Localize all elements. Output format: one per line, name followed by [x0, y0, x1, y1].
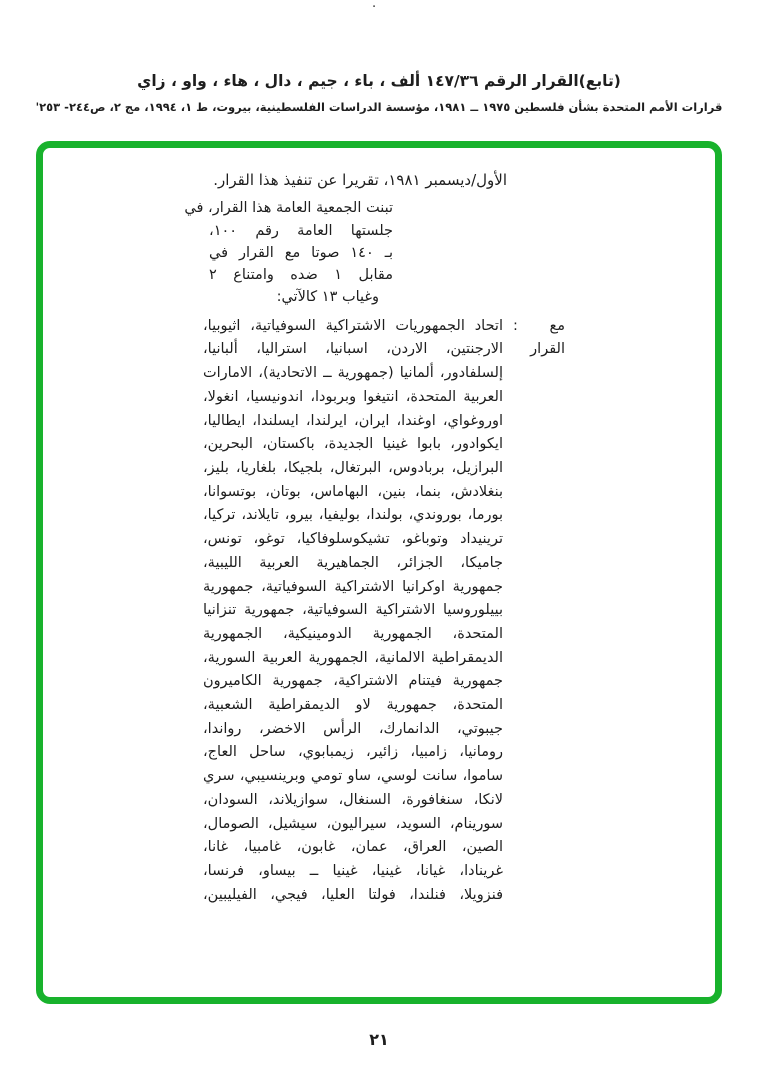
- adopt-line: جلستها العامة رقم ١٠٠،: [209, 222, 393, 239]
- country-line: اتحاد الجمهوريات الاشتراكية السوفياتية، اثيوبيا،: [203, 317, 503, 334]
- country-line: بورما، بوروندي، بولندا، بوليفيا، بيرو، تايلاند، تركيا،: [203, 507, 503, 524]
- country-line: رومانيا، زامبيا، زائير، زيمبابوي، ساحل العاج،: [203, 744, 503, 761]
- country-line: اوروغواي، اوغندا، ايران، ايرلندا، ايسلندا، ايطاليا،: [203, 412, 503, 429]
- adoption-paragraph: [184, 197, 393, 308]
- resolution-body: [43, 148, 715, 907]
- country-line: فنزويلا، فنلندا، فولتا العليا، فيجي، الفيليبين،: [203, 886, 503, 903]
- country-line: لانكا، سنغافورة، السنغال، سوازيلاند، السودان،: [203, 791, 503, 808]
- adopt-line: مقابل ١ ضده وامتناع ٢: [209, 267, 393, 284]
- country-line: الصين، العراق، عمان، غابون، غامبيا، غانا،: [203, 839, 503, 856]
- country-line: جاميكا، الجزائر، الجماهيرية العربية الليبية،: [203, 554, 503, 571]
- country-line: سورينام، السويد، سيراليون، سيشيل، الصومال،: [203, 815, 503, 832]
- country-line: بنغلادش، بنما، بنين، البهاماس، بوتان، بوتسوانا،: [203, 483, 503, 500]
- continuation-line: الأول/ديسمبر ١٩٨١، تقريرا عن تنفيذ هذا القرار.: [213, 171, 507, 189]
- country-list: [203, 315, 503, 908]
- country-line: الارجنتين، الاردن، اسبانيا، استراليا، ألبانيا،: [203, 341, 503, 358]
- country-line: المتحدة، جمهورية لاو الديمقراطية الشعبية،: [203, 697, 503, 714]
- green-frame: [36, 141, 722, 1004]
- country-line: جمهورية اوكرانيا الاشتراكية السوفياتية، جمهورية: [203, 578, 503, 595]
- country-line: الديمقراطية الالمانية، الجمهورية العربية السورية،: [203, 649, 503, 666]
- country-line: العربية المتحدة، انتيغوا وبربودا، اندونيسيا، انغولا،: [203, 388, 503, 405]
- country-line: البرازيل، بربادوس، البرتغال، بلجيكا، بلغاريا، بليز،: [203, 460, 503, 476]
- country-line: جيبوتي، الدانمارك، الرأس الاخضر، رواندا،: [203, 720, 503, 737]
- top-mark: ·: [372, 0, 377, 15]
- vote-with-label-text: مع القرار: [530, 317, 565, 358]
- country-line: إلسلفادور، ألمانيا (جمهورية ــ الاتحادية)، الامارات: [203, 365, 503, 382]
- country-line: بييلوروسيا الاشتراكية السوفياتية، جمهورية تنزانيا: [203, 602, 503, 619]
- source-citation: قرارات الأمم المتحدة بشأن فلسطين ١٩٧٥ ــ ١٩٨١، مؤسسة الدراسات الفلسطينية، بيروت، ط ١، ١٩٩٤، مج ٢، ص٢٤٤- ٢٥٣': [35, 100, 723, 114]
- page-number: ٢١: [369, 1030, 389, 1049]
- country-line: المتحدة، الجمهورية الدومينيكية، الجمهورية: [203, 625, 503, 642]
- vote-with-block: [43, 315, 565, 908]
- resolution-title: (تابع)القرار الرقم ١٤٧/٣٦ ألف ، باء ، جيم ، دال ، هاء ، واو ، زاي: [137, 72, 621, 90]
- adopt-line: وغياب ١٣ كالآتي:: [276, 289, 379, 306]
- adopt-line: بـ ١٤٠ صوتا مع القرار في: [209, 244, 393, 261]
- vote-with-colon: :: [513, 317, 518, 334]
- country-line: غرينادا، غيانا، غينيا، غينيا ــ بيساو، فرنسا،: [203, 862, 503, 879]
- country-line: ترينيداد وتوباغو، تشيكوسلوفاكيا، توغو، تونس،: [203, 531, 503, 548]
- country-line: ساموا، سانت لوسي، ساو تومي وبرينسيبي، سري: [203, 768, 503, 785]
- adopt-line: تبنت الجمعية العامة هذا القرار، في: [184, 200, 393, 217]
- country-line: ايكوادور، بابوا غينيا الجديدة، باكستان، البحرين،: [203, 436, 503, 453]
- country-line: جمهورية فيتنام الاشتراكية، جمهورية الكاميرون: [203, 673, 503, 690]
- vote-with-label: [513, 315, 565, 362]
